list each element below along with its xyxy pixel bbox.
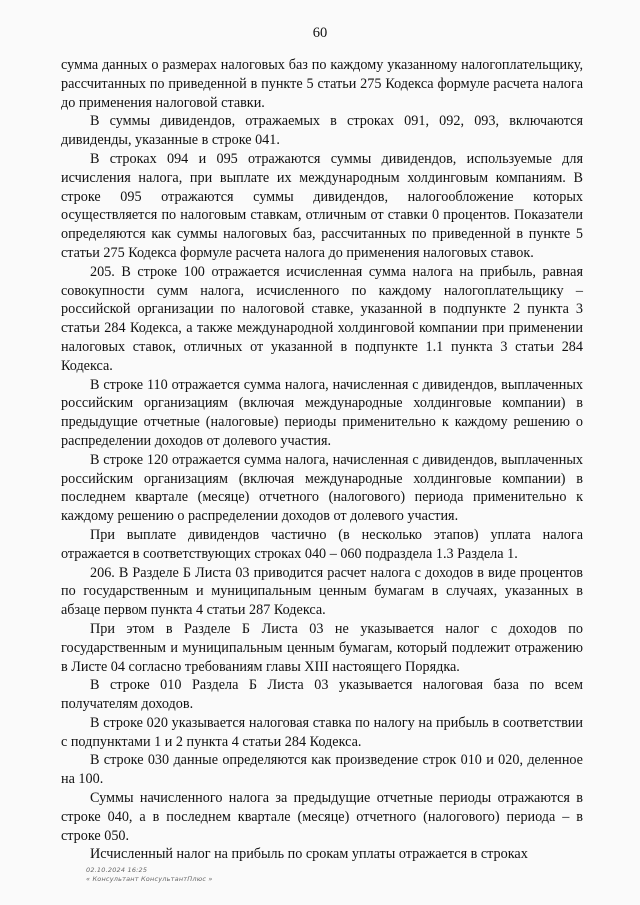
paragraph: В суммы дивидендов, отражаемых в строках 091, 092, 093, включаются дивиденды, указанные в строке 041. — [61, 113, 583, 149]
paragraph: В строке 120 отражается сумма налога, начисленная с дивидендов, выплаченных российским организациям (включая международные холдинговые компании) в последнем квартале (месяце) отчетного (налогового) периода применительно к каждому решению о распределении доходов от долевого участия. — [61, 451, 583, 525]
print-footer — [86, 866, 213, 884]
paragraph: В строке 110 отражается сумма налога, начисленная с дивидендов, выплаченных российским организациям (включая международные холдинговые компании) в предыдущие отчетные (налоговые) периоды применительно к каждому решению о распределении доходов от долевого участия. — [61, 376, 583, 449]
paragraph: сумма данных о размерах налоговых баз по каждому указанному налогоплательщику, рассчитанных по приведенной в пункте 5 статьи 275 Кодекса формуле расчета налога до применения налоговой ставки. — [61, 57, 583, 111]
paragraph: Суммы начисленного налога за предыдущие отчетные периоды отражаются в строке 040, а в последнем квартале (месяце) отчетного (налогового) периода – в строке 050. — [61, 790, 583, 844]
paragraph: 205. В строке 100 отражается исчисленная сумма налога на прибыль, равная совокупности сумм налога, исчисленного по каждому налогоплательщику – российской организации по налоговой ставке, указанной в подпункте 2 пункта 3 статьи 284 Кодекса, а также международной холдинговой компании при применении налоговых ставок, отличных от указанной в подпункте 1.1 пункта 3 статьи 284 Кодекса. — [61, 263, 583, 374]
paragraph: В строке 020 указывается налоговая ставка по налогу на прибыль в соответствии с подпунктами 1 и 2 пункта 4 статьи 284 Кодекса. — [61, 714, 583, 750]
paragraph: 206. В Разделе Б Листа 03 приводится расчет налога с доходов в виде процентов по государственным и муниципальным ценным бумагам в случаях, указанных в абзаце первом пункта 4 статьи 287 Кодекса. — [61, 564, 583, 619]
document-body — [61, 56, 583, 864]
paragraph: При этом в Разделе Б Листа 03 не указывается налог с доходов по государственным и муниципальным ценным бумагам, который подлежит отражению в Листе 04 согласно требованиям главы XIII настоящего Порядка. — [61, 620, 583, 675]
paragraph: Исчисленный налог на прибыль по срокам уплаты отражается в строках — [90, 846, 528, 863]
paragraph: В строке 030 данные определяются как произведение строк 010 и 020, деленное на 100. — [61, 752, 583, 788]
paragraph: В строках 094 и 095 отражаются суммы дивидендов, используемые для исчисления налога, при выплате их международным холдинговым компаниям. В строке 095 отражаются суммы дивидендов, налогообложение которых осуществляется по налоговым ставкам, отличным от ставки 0 процентов. Показатели определяются как суммы налоговых баз, рассчитанных по приведенной в пункте 5 статьи 275 Кодекса формуле расчета налога до применения налоговых ставок. — [61, 150, 583, 261]
page-number: 60 — [312, 25, 328, 41]
print-source: « Консультант КонсультантПлюс » — [86, 875, 213, 883]
paragraph: В строке 010 Раздела Б Листа 03 указывается налоговая база по всем получателям доходов. — [61, 677, 583, 713]
print-timestamp: 02.10.2024 16:25 — [86, 866, 148, 874]
paragraph: При выплате дивидендов частично (в несколько этапов) уплата налога отражается в соответствующих строках 040 – 060 подраздела 1.3 Раздела 1. — [61, 526, 583, 562]
